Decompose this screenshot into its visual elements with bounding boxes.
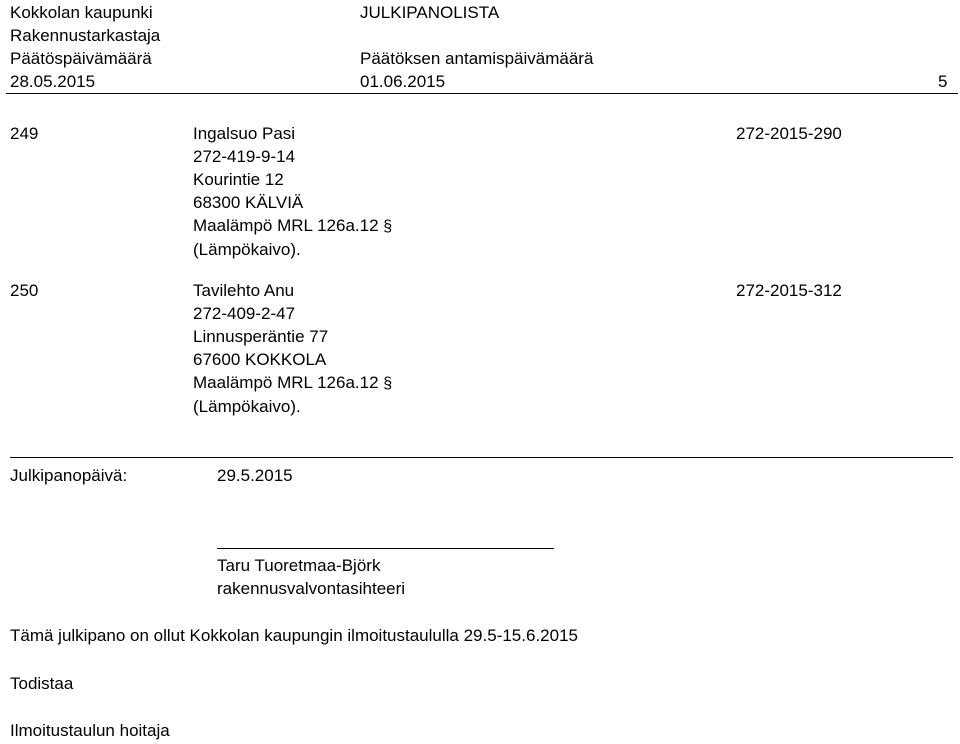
publication-date-label: Julkipanopäivä: xyxy=(10,466,128,485)
document-title: JULKIPANOLISTA xyxy=(360,3,500,22)
entry-number: 250 xyxy=(10,281,39,300)
entry-property-id: 272-409-2-47 xyxy=(193,304,296,323)
entry-details xyxy=(193,122,392,261)
entry-description-text: Maalämpö MRL 126a.12 xyxy=(193,216,379,235)
certify-label: Todistaa xyxy=(10,674,74,693)
entry-description xyxy=(193,371,392,395)
entry-street-address: Linnusperäntie 77 xyxy=(193,327,329,346)
entry-street-address: Kourintie 12 xyxy=(193,170,284,189)
signer-title: rakennusvalvontasihteeri xyxy=(217,579,406,598)
signer-name: Taru Tuoretmaa-Björk xyxy=(217,556,381,575)
entry-details xyxy=(193,279,392,418)
entry-description-detail: (Lämpökaivo). xyxy=(193,240,301,259)
issue-date: 01.06.2015 xyxy=(360,72,446,91)
municipality-name: Kokkolan kaupunki xyxy=(10,3,153,22)
entry-number: 249 xyxy=(10,124,39,143)
entry-description xyxy=(193,214,392,238)
signature-line xyxy=(217,548,554,549)
entry-reference: 272-2015-312 xyxy=(736,281,842,300)
department-name: Rakennustarkastaja xyxy=(10,26,161,45)
section-symbol: § xyxy=(383,375,393,392)
entry-reference: 272-2015-290 xyxy=(736,124,842,143)
entry-property-id: 272-419-9-14 xyxy=(193,147,296,166)
decision-date-label: Päätöspäivämäärä xyxy=(10,49,152,68)
entry-postal-address: 68300 KÄLVIÄ xyxy=(193,193,304,212)
entry-applicant: Tavilehto Anu xyxy=(193,281,295,300)
issue-date-label: Päätöksen antamispäivämäärä xyxy=(360,49,594,68)
publication-date: 29.5.2015 xyxy=(217,466,293,485)
entry-description-detail: (Lämpökaivo). xyxy=(193,397,301,416)
section-symbol: § xyxy=(383,218,393,235)
header-divider xyxy=(6,93,958,94)
notice-board-keeper-label: Ilmoitustaulun hoitaja xyxy=(10,721,170,740)
page-number: 5 xyxy=(938,72,948,91)
publication-divider xyxy=(10,457,953,458)
entry-applicant: Ingalsuo Pasi xyxy=(193,124,296,143)
decision-date: 28.05.2015 xyxy=(10,72,96,91)
display-notice: Tämä julkipano on ollut Kokkolan kaupungin ilmoitustaululla 29.5-15.6.2015 xyxy=(10,626,578,645)
entry-description-text: Maalämpö MRL 126a.12 xyxy=(193,373,379,392)
entry-postal-address: 67600 KOKKOLA xyxy=(193,350,327,369)
